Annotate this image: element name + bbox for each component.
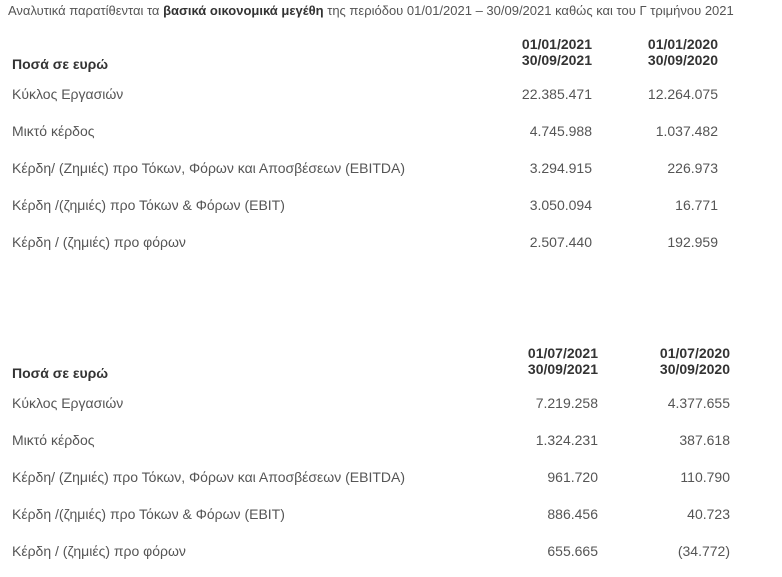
row-value-prior: 192.959 [667, 234, 718, 250]
row-value-prior: 387.618 [679, 432, 730, 448]
row-label: Κέρδη /(ζημιές) προ Τόκων & Φόρων (EBIT) [12, 506, 285, 522]
financials-table-q3 [0, 345, 782, 570]
period-end-date: 30/09/2021 [527, 361, 598, 377]
row-label: Κέρδη /(ζημιές) προ Τόκων & Φόρων (EBIT) [12, 197, 285, 213]
row-label: Κέρδη/ (Ζημιές) προ Τόκων, Φόρων και Αποσβέσεων (EBITDA) [12, 469, 406, 485]
row-value-prior: 40.723 [687, 506, 730, 522]
financials-table-9m [0, 36, 782, 261]
table-row-ebitda [0, 459, 782, 496]
row-value-current: 655.665 [547, 543, 598, 559]
row-value-prior: 4.377.655 [667, 395, 730, 411]
row-label: Κύκλος Εργασιών [12, 395, 124, 411]
period-start-date: 01/07/2021 [527, 345, 598, 361]
period-end-date: 30/09/2020 [659, 361, 730, 377]
row-value-current: 2.507.440 [529, 234, 592, 250]
intro-paragraph [8, 3, 782, 19]
table-row-ebt [0, 224, 782, 261]
column-header-prior-period [648, 36, 718, 68]
period-end-date: 30/09/2020 [647, 52, 718, 68]
amounts-in-euro-label: Ποσά σε ευρώ [12, 365, 109, 381]
row-value-prior: 16.771 [675, 197, 718, 213]
row-value-current: 886.456 [547, 506, 598, 522]
table-header-row [0, 36, 782, 76]
column-header-current-period [522, 36, 592, 68]
row-value-current: 7.219.258 [535, 395, 598, 411]
intro-text-end: της περιόδου 01/01/2021 – 30/09/2021 καθώς και του Γ τριμήνου 2021 [323, 3, 734, 18]
row-value-prior: 226.973 [667, 160, 718, 176]
row-value-prior: 1.037.482 [655, 123, 718, 139]
row-label: Κέρδη / (ζημιές) προ φόρων [12, 543, 186, 559]
table-row-revenue [0, 385, 782, 422]
period-end-date: 30/09/2021 [521, 52, 592, 68]
table-row-gross-profit [0, 113, 782, 150]
row-value-current: 22.385.471 [521, 86, 592, 102]
table-row-ebitda [0, 150, 782, 187]
column-header-prior-period [660, 345, 730, 377]
table-row-gross-profit [0, 422, 782, 459]
row-value-current: 3.050.094 [529, 197, 592, 213]
table-row-revenue [0, 76, 782, 113]
period-start-date: 01/01/2020 [647, 36, 718, 52]
row-value-current: 4.745.988 [529, 123, 592, 139]
row-value-prior: 110.790 [680, 469, 730, 485]
row-label: Κέρδη/ (Ζημιές) προ Τόκων, Φόρων και Αποσβέσεων (EBITDA) [12, 160, 406, 176]
row-label: Κύκλος Εργασιών [12, 86, 124, 102]
row-label: Μικτό κέρδος [12, 432, 95, 448]
row-value-prior: 12.264.075 [647, 86, 718, 102]
row-value-prior: (34.772) [677, 543, 730, 559]
row-value-current: 961.720 [547, 469, 598, 485]
intro-text-bold: βασικά οικονομικά μεγέθη [163, 3, 324, 18]
column-header-current-period [528, 345, 598, 377]
row-label: Κέρδη / (ζημιές) προ φόρων [12, 234, 186, 250]
amounts-in-euro-label: Ποσά σε ευρώ [12, 56, 109, 72]
table-row-ebit [0, 187, 782, 224]
intro-text-start: Αναλυτικά παρατίθενται τα [8, 3, 164, 18]
table-header-row [0, 345, 782, 385]
period-start-date: 01/01/2021 [521, 36, 592, 52]
period-start-date: 01/07/2020 [659, 345, 730, 361]
table-row-ebt [0, 533, 782, 570]
table-row-ebit [0, 496, 782, 533]
row-label: Μικτό κέρδος [12, 123, 95, 139]
row-value-current: 1.324.231 [535, 432, 598, 448]
row-value-current: 3.294.915 [529, 160, 592, 176]
